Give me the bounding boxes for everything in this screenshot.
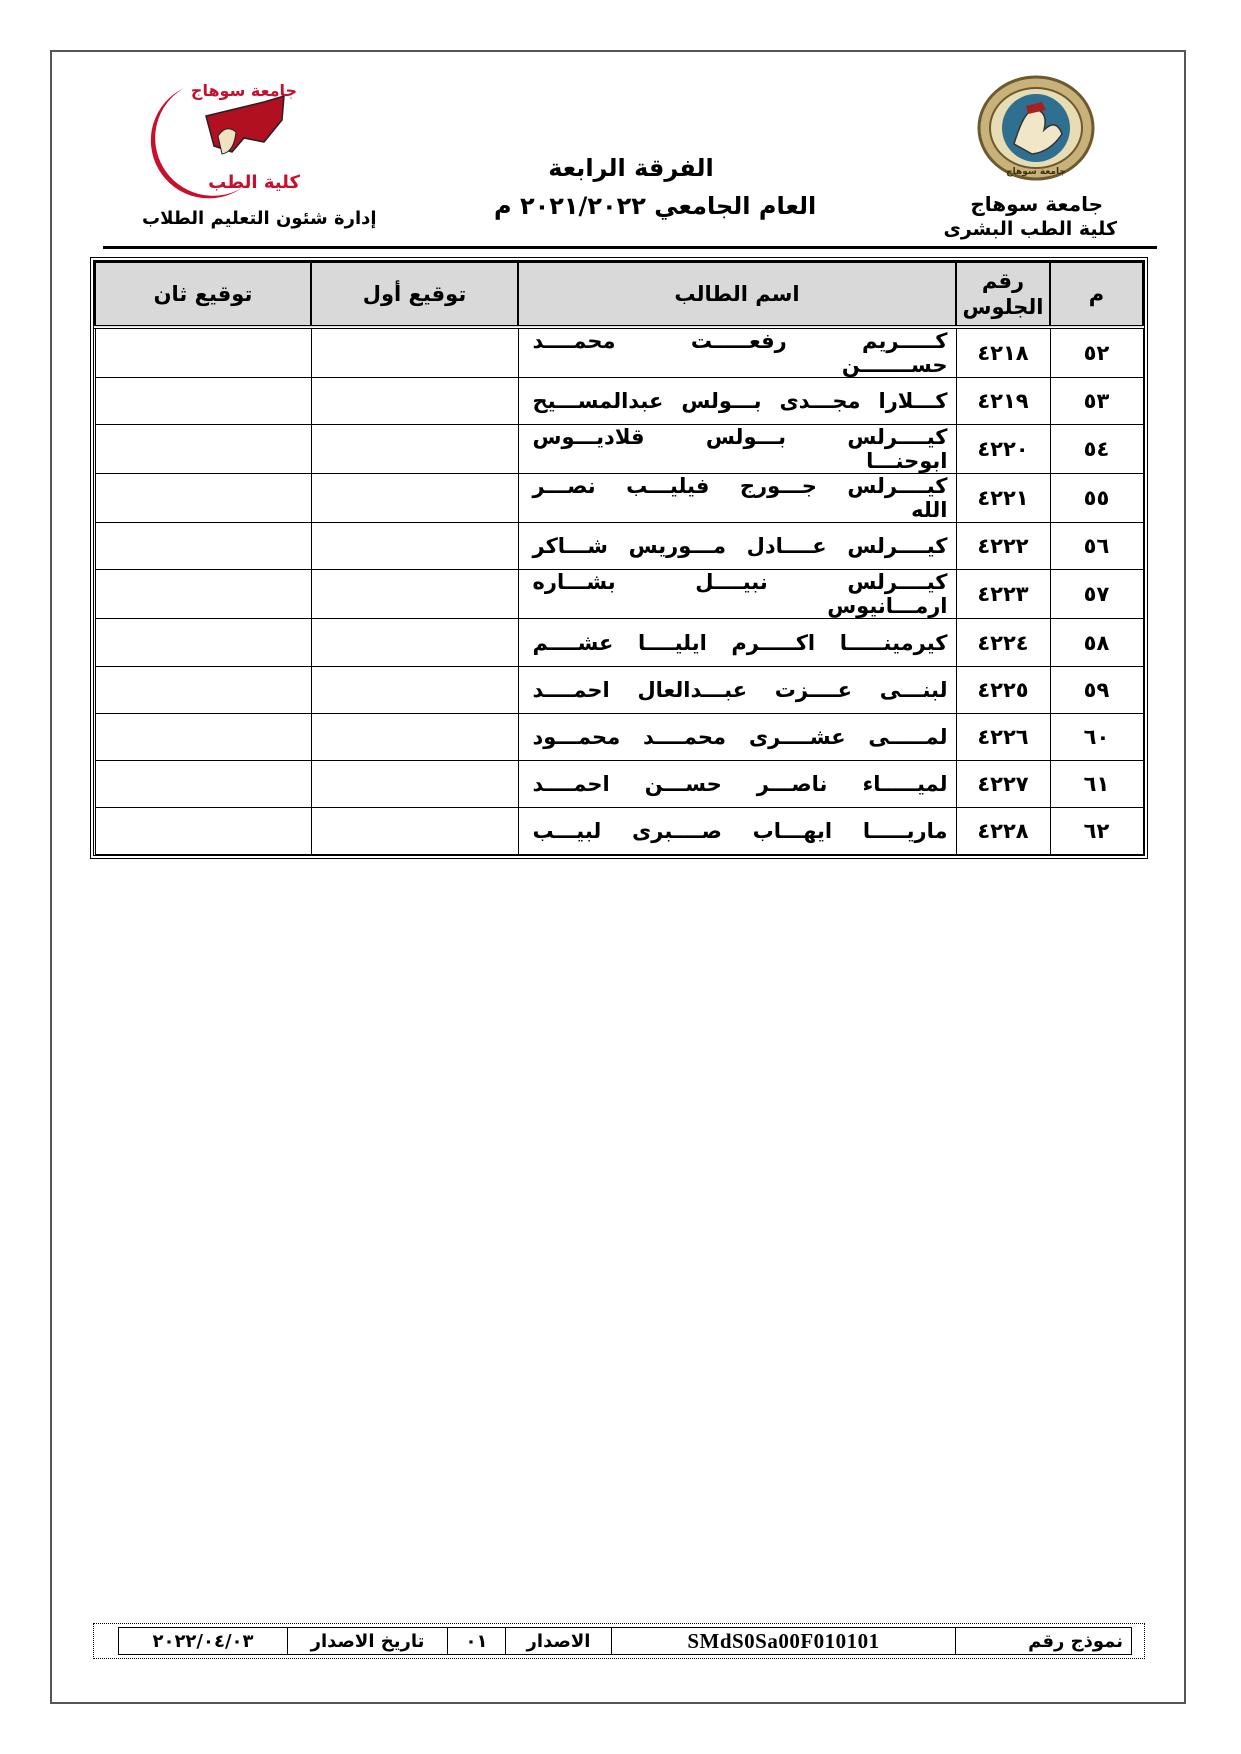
signature-2-cell [95,327,311,378]
signature-1-cell [311,378,518,425]
row-number: ٦٠ [1050,713,1143,760]
row-number: ٥٩ [1050,666,1143,713]
seat-number: ٤٢٢٤ [956,619,1050,666]
form-code: SMdS0Sa00F010101 [612,1628,956,1655]
svg-text:جامعة سوهاج: جامعة سوهاج [1006,167,1066,177]
column-header-name: اسم الطالب [518,262,956,327]
header-rule [103,246,1157,249]
signature-2-cell [95,807,311,854]
signature-1-cell [311,570,518,619]
table-row [95,570,1143,619]
form-footer [93,1623,1145,1659]
column-header-signature-1: توقيع أول [311,262,518,327]
row-number: ٥٨ [1050,619,1143,666]
row-number: ٥٢ [1050,327,1143,378]
student-name: كيــــرلس جـــورج فيليـــب نصـــر الله [518,474,956,523]
table-row [95,807,1143,854]
row-number: ٥٤ [1050,425,1143,474]
signature-2-cell [95,570,311,619]
issue-date-label: تاريخ الاصدار [288,1628,448,1655]
row-number: ٦٢ [1050,807,1143,854]
signature-1-cell [311,474,518,523]
academic-year: العام الجامعي ٢٠٢١/٢٠٢٢ م [494,192,817,220]
signature-2-cell [95,474,311,523]
svg-text:كلية الطب: كلية الطب [208,172,300,193]
table-header-row [95,262,1143,327]
seat-number: ٤٢٢١ [956,474,1050,523]
student-name: كـــلارا مجـــدى بـــولس عبدالمســـيح [518,378,956,425]
student-name: ماريـــــا ايهـــاب صــــبرى لبيـــب [518,807,956,854]
seat-number: ٤٢٢٧ [956,760,1050,807]
table-row [95,760,1143,807]
signature-2-cell [95,523,311,570]
signature-2-cell [95,760,311,807]
university-name: جامعة سوهاج [970,192,1103,216]
faculty-crescent-logo [114,80,314,200]
version-label: الاصدار [506,1628,612,1655]
row-number: ٥٥ [1050,474,1143,523]
form-number-label: نموذج رقم [956,1628,1132,1655]
footer-row [119,1628,1132,1655]
table-row [95,619,1143,666]
department-name: إدارة شئون التعليم الطلاب [142,208,377,229]
column-header-signature-2: توقيع ثان [95,262,311,327]
seat-number: ٤٢١٨ [956,327,1050,378]
issue-date-value: ٢٠٢٢/٠٤/٠٣ [119,1628,288,1655]
table-row [95,666,1143,713]
table-row [95,327,1143,378]
student-name: كيرمينـــــا اكـــــرم ايليــــا عشــــم [518,619,956,666]
row-number: ٥٣ [1050,378,1143,425]
version-value: ٠١ [448,1628,506,1655]
column-header-m: م [1050,262,1143,327]
table-row [95,713,1143,760]
signature-1-cell [311,327,518,378]
signature-2-cell [95,713,311,760]
signature-2-cell [95,619,311,666]
row-number: ٥٧ [1050,570,1143,619]
signature-1-cell [311,760,518,807]
seat-number: ٤٢٢٠ [956,425,1050,474]
student-name: كيــــرلس نبيــــل بشـــاره ارمـــانيوس [518,570,956,619]
class-level: الفرقة الرابعة [548,154,714,182]
signature-2-cell [95,666,311,713]
signature-1-cell [311,523,518,570]
table-row [95,474,1143,523]
signature-1-cell [311,713,518,760]
signature-1-cell [311,807,518,854]
student-name: كـــــريم رفعـــــت محمــــد حســـــــن [518,327,956,378]
table-row [95,378,1143,425]
student-name: لمـــــى عشــــرى محمــــد محمـــود [518,713,956,760]
seat-number: ٤٢٢٨ [956,807,1050,854]
faculty-name: كلية الطب البشرى [943,218,1117,240]
table-row [95,425,1143,474]
seat-number: ٤٢١٩ [956,378,1050,425]
signature-2-cell [95,378,311,425]
seat-number: ٤٢٢٣ [956,570,1050,619]
signature-1-cell [311,619,518,666]
seat-number: ٤٢٢٢ [956,523,1050,570]
students-table [90,257,1148,859]
table-row [95,523,1143,570]
student-name: لميـــــاء ناصـــر حســـن احمــــد [518,760,956,807]
seat-number: ٤٢٢٦ [956,713,1050,760]
student-name: كيــــرلس بـــولس قلاديـــوس ابوحنـــا [518,425,956,474]
signature-1-cell [311,666,518,713]
student-name: لبنـــى عــــزت عبـــدالعال احمــــد [518,666,956,713]
column-header-seat: رقم الجلوس [956,262,1050,327]
row-number: ٦١ [1050,760,1143,807]
svg-text:جامعة سوهاج: جامعة سوهاج [190,81,298,100]
signature-1-cell [311,425,518,474]
seat-number: ٤٢٢٥ [956,666,1050,713]
row-number: ٥٦ [1050,523,1143,570]
signature-2-cell [95,425,311,474]
student-name: كيــــرلس عــــادل مـــوريس شـــاكر [518,523,956,570]
